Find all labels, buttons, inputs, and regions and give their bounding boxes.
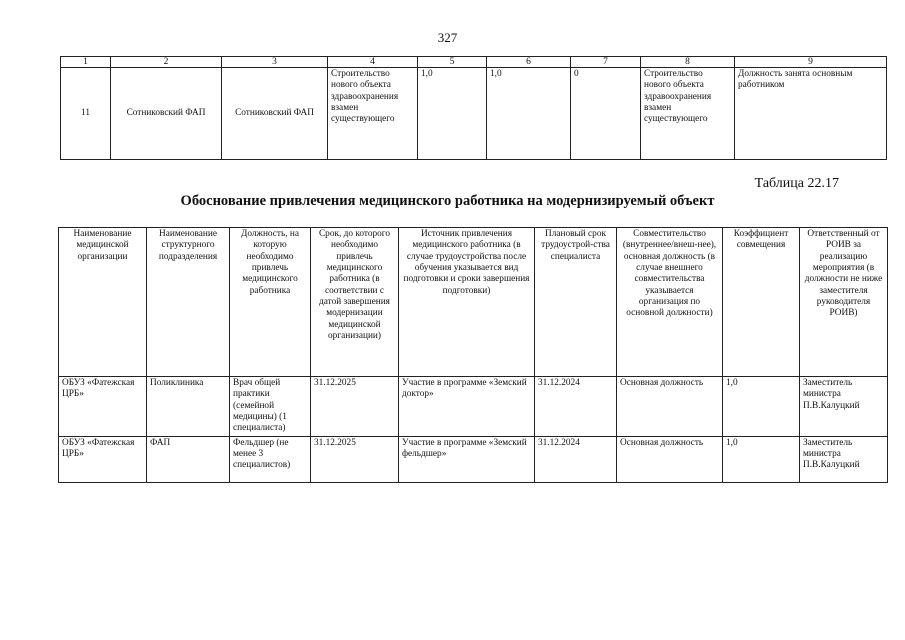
table-cell: Заместитель министра П.В.Калуцкий (800, 436, 888, 482)
table-cell: 1,0 (723, 436, 800, 482)
table-cell: 1,0 (487, 68, 571, 160)
column-header: Должность, на которую необходимо привлечь медицинского работника (230, 228, 311, 377)
column-header: Плановый срок трудоустрой-ства специалиста (535, 228, 617, 377)
facility-name: Сотниковский ФАП (222, 68, 328, 160)
column-number-row (61, 57, 887, 68)
column-number: 6 (487, 57, 571, 68)
table-cell: Участие в программе «Земский фельдшер» (399, 436, 535, 482)
table-cell: 31.12.2024 (535, 377, 617, 437)
personnel-table (58, 227, 888, 483)
table-cell: Заместитель министра П.В.Калуцкий (800, 377, 888, 437)
column-header: Источник привлечения медицинского работника (в случае трудоустройства после обучения указывается вид подготовки и сроки завершения подготовки) (399, 228, 535, 377)
column-number: 1 (61, 57, 111, 68)
header-row (59, 228, 888, 377)
column-number: 2 (111, 57, 222, 68)
column-number: 4 (328, 57, 418, 68)
table-cell: Фельдшер (не менее 3 специалистов) (230, 436, 311, 482)
column-header: Ответственный от РОИВ за реализацию мероприятия (в должности не ниже заместителя руководителя РОИВ) (800, 228, 888, 377)
table-cell: Строительство нового объекта здравоохранения взамен существующего (641, 68, 735, 160)
table-cell: 31.12.2025 (311, 377, 399, 437)
column-header: Совместительство (внутреннее/внеш-нее), основная должность (в случае внешнего совместительства указывается организация по основной должности) (617, 228, 723, 377)
table-cell: 31.12.2025 (311, 436, 399, 482)
table-caption: Таблица 22.17 (754, 176, 839, 191)
table-cell: 31.12.2024 (535, 436, 617, 482)
table-row (59, 377, 888, 437)
table-cell: 0 (571, 68, 641, 160)
page-number: 327 (437, 30, 458, 45)
table-title: Обоснование привлечения медицинского работника на модернизируемый объект (180, 193, 715, 209)
table-cell: Основная должность (617, 377, 723, 437)
table-row (61, 68, 887, 160)
column-header: Наименование структурного подразделения (147, 228, 230, 377)
facility-name: Сотниковский ФАП (111, 68, 222, 160)
table-cell: Строительство нового объекта здравоохранения взамен существующего (328, 68, 418, 160)
column-number: 3 (222, 57, 328, 68)
table-cell: ОБУЗ «Фатежская ЦРБ» (59, 377, 147, 437)
table-cell: Врач общей практики (семейной медицины) (1 специалиста) (230, 377, 311, 437)
column-number: 5 (418, 57, 487, 68)
column-header: Коэффициент совмещения (723, 228, 800, 377)
table-cell: 1,0 (723, 377, 800, 437)
table-cell: 1,0 (418, 68, 487, 160)
table-cell: Должность занята основным работником (735, 68, 887, 160)
column-header: Срок, до которого необходимо привлечь медицинского работника (в соответствии с датой завершения модернизации медицинской организации) (311, 228, 399, 377)
table-cell: Поликлиника (147, 377, 230, 437)
column-number: 8 (641, 57, 735, 68)
column-header: Наименование медицинской организации (59, 228, 147, 377)
table-row (59, 436, 888, 482)
table-cell: ОБУЗ «Фатежская ЦРБ» (59, 436, 147, 482)
column-number: 9 (735, 57, 887, 68)
continuation-table (60, 56, 887, 160)
table-cell: Основная должность (617, 436, 723, 482)
row-number: 11 (61, 68, 111, 160)
table-cell: Участие в программе «Земский доктор» (399, 377, 535, 437)
column-number: 7 (571, 57, 641, 68)
table-cell: ФАП (147, 436, 230, 482)
